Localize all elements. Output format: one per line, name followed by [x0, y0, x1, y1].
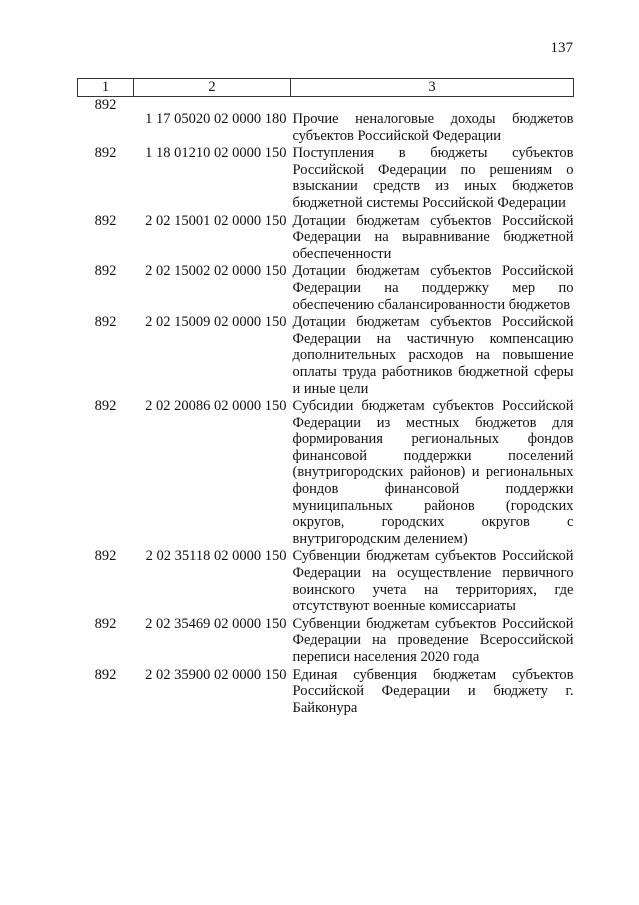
revenue-name-cell: Субсидии бюджетам субъектов Российской Федерации из местных бюджетов для формирования региональных фондов финансовой поддержки поселений (внутригородских районов) и региональных фондов финансовой поддержки муниципальных районов (городских округов, городских округов с внутригородским делением): [292, 398, 574, 547]
admin-code-cell: 892: [94, 145, 117, 162]
revenue-name-cell: Прочие неналоговые доходы бюджетов субъектов Российской Федерации: [292, 111, 574, 144]
table-row: [78, 145, 574, 212]
table-row: [78, 398, 574, 548]
budget-classification-code-cell: 2 02 15009 02 0000 150: [145, 314, 287, 331]
budget-classification-code-cell: 2 02 15002 02 0000 150: [145, 263, 287, 280]
revenue-name-cell: Дотации бюджетам субъектов Российской Федерации на выравнивание бюджетной обеспеченности: [292, 212, 574, 262]
revenue-name-cell: Дотации бюджетам субъектов Российской Федерации на частичную компенсацию дополнительных расходов на повышение оплаты труда работников бюджетной сферы и иные цели: [292, 314, 574, 397]
admin-code-cell: 892: [94, 666, 117, 683]
table-row: [78, 97, 574, 146]
revenue-name-cell: Субвенции бюджетам субъектов Российской Федерации на осуществление первичного воинского учета на территориях, где отсутствуют военные комиссариаты: [292, 548, 574, 615]
table-header-row: [78, 79, 574, 97]
budget-classification-code-cell: 2 02 35118 02 0000 150: [145, 548, 287, 565]
admin-code-cell: 892: [94, 615, 117, 632]
admin-code-cell: 892: [94, 97, 117, 113]
revenue-name-cell: Дотации бюджетам субъектов Российской Федерации на поддержку мер по обеспечению сбалансированности бюджетов: [292, 263, 574, 313]
table-row: [78, 548, 574, 615]
admin-code-cell: 892: [94, 263, 117, 280]
column-header-1: 1: [78, 79, 134, 97]
admin-code-cell: 892: [94, 548, 117, 565]
budget-classification-code-cell: 2 02 35469 02 0000 150: [145, 615, 287, 632]
table-row: [78, 263, 574, 314]
revenue-code-table: [77, 78, 574, 717]
budget-classification-code-cell: 2 02 35900 02 0000 150: [145, 666, 287, 683]
admin-code-cell: 892: [94, 212, 117, 229]
budget-classification-code-cell: 1 17 05020 02 0000 180: [145, 111, 287, 127]
table-row: [78, 616, 574, 667]
budget-classification-code-cell: 2 02 20086 02 0000 150: [145, 398, 287, 415]
page-number: 137: [550, 40, 573, 56]
table-row: [78, 314, 574, 398]
budget-classification-code-cell: 1 18 01210 02 0000 150: [145, 145, 287, 162]
revenue-name-cell: Поступления в бюджеты субъектов Российской Федерации по решениям о взыскании средств из иных бюджетов бюджетной системы Российской Федерации: [292, 145, 574, 211]
admin-code-cell: 892: [94, 314, 117, 331]
admin-code-cell: 892: [94, 398, 117, 415]
budget-classification-code-cell: 2 02 15001 02 0000 150: [145, 212, 287, 229]
revenue-name-cell: Единая субвенция бюджетам субъектов Российской Федерации и бюджету г. Байконура: [292, 666, 574, 716]
column-header-2: 2: [134, 79, 291, 97]
table-row: [78, 667, 574, 718]
column-header-3: 3: [291, 79, 574, 97]
table-row: [78, 213, 574, 264]
revenue-name-cell: Субвенции бюджетам субъектов Российской Федерации на проведение Всероссийской переписи населения 2020 года: [292, 615, 574, 665]
